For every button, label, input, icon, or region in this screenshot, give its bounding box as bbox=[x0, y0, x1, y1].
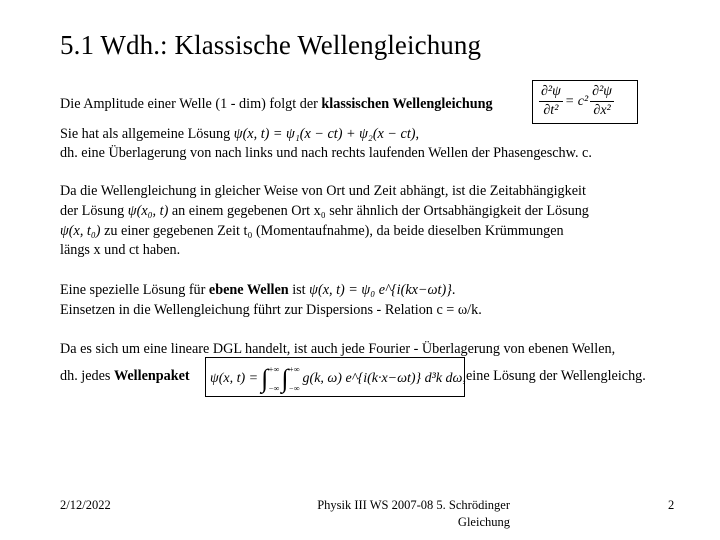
para1-line1-bold: klassischen Wellengleichung bbox=[321, 96, 493, 112]
plane-wave-formula: ψ(x, t) = ψ₀ e^{i(kx−ωt)} bbox=[309, 282, 452, 298]
para2-line2-a: der Lösung bbox=[60, 203, 128, 219]
footer-center bbox=[250, 497, 510, 531]
wave-equation-box bbox=[532, 80, 638, 124]
wavepacket-integral-box bbox=[205, 357, 465, 397]
para2-line2-b: an einem gegebenen Ort x₀ sehr ähnlich der Ortsabhängigkeit der Lösung bbox=[168, 203, 589, 219]
general-solution-formula: ψ(x, t) = ψ₁(x − ct) + ψ₂(x − ct), bbox=[233, 126, 420, 142]
para2-line2-math: ψ(x₀, t) bbox=[127, 203, 169, 219]
integral-upper-1: +∞ bbox=[268, 365, 280, 374]
slide-title: 5.1 Wdh.: Klassische Wellengleichung bbox=[60, 30, 482, 60]
para4-line2-a: dh. jedes bbox=[60, 368, 114, 384]
para1-line1 bbox=[60, 94, 493, 114]
para1-line2 bbox=[60, 124, 419, 144]
wave-eq-left-num: ∂²ψ bbox=[539, 83, 563, 102]
wave-eq-left-den: ∂t² bbox=[543, 103, 559, 118]
footer-date: 2/12/2022 bbox=[60, 498, 111, 512]
wave-eq-right-fraction bbox=[590, 83, 614, 120]
para1-line2-text: Sie hat als allgemeine Lösung bbox=[60, 126, 234, 142]
double-integral: ∫ +∞ −∞ ∫ +∞ −∞ bbox=[261, 364, 300, 393]
para3-line1-bold: ebene Wellen bbox=[208, 282, 289, 298]
para3-line1-a: Eine spezielle Lösung für bbox=[60, 282, 209, 298]
footer-center-line1: Physik III WS 2007-08 5. Schrödinger bbox=[317, 498, 510, 512]
para2-line3-math: ψ(x, t₀) bbox=[60, 223, 101, 239]
integral-lower-1: −∞ bbox=[268, 384, 280, 393]
para2-line3-b: zu einer gegebenen Zeit t₀ (Momentaufnahme), da beide dieselben Krümmungen bbox=[100, 223, 564, 239]
para4-line2-end: eine Lösung der Wellengleichg. bbox=[466, 368, 646, 384]
para2-line3 bbox=[60, 221, 564, 241]
wave-eq-right-den: ∂x² bbox=[593, 103, 611, 118]
wave-eq-right-num: ∂²ψ bbox=[590, 83, 614, 102]
para1-line1-lead: Die Amplitude einer Welle (1 - dim) folgt der bbox=[60, 96, 322, 112]
footer-page-number: 2 bbox=[668, 498, 675, 512]
para3-line1-end: . bbox=[451, 282, 456, 298]
integral-lower-2: −∞ bbox=[288, 384, 300, 393]
wave-eq-equals: = c² bbox=[564, 93, 589, 109]
para3-line1 bbox=[60, 280, 455, 300]
para4-line1: Da es sich um eine lineare DGL handelt, ist auch jede Fourier - Überlagerung von ebenen Wellen, bbox=[60, 341, 616, 357]
para3-line1-b: ist bbox=[288, 282, 310, 298]
integral-body: g(k, ω) e^{i(k·x−ωt)} d³k dω, bbox=[302, 371, 466, 386]
para2-line1: Da die Wellengleichung in gleicher Weise von Ort und Zeit abhängt, ist die Zeitabhängigkeit bbox=[60, 183, 586, 199]
integral-upper-2: +∞ bbox=[288, 365, 300, 374]
para2-line2 bbox=[60, 201, 589, 221]
integral-lhs: ψ(x, t) = bbox=[210, 371, 259, 386]
para1-line3: dh. eine Überlagerung von nach links und nach rechts laufenden Wellen der Phasengeschw. c. bbox=[60, 145, 592, 161]
wave-eq-left-fraction bbox=[539, 83, 563, 120]
footer-center-line2: Gleichung bbox=[457, 515, 510, 529]
para3-line2: Einsetzen in die Wellengleichung führt zur Dispersions - Relation c = ω/k. bbox=[60, 302, 482, 318]
para4-line2-bold: Wellenpaket bbox=[113, 368, 190, 384]
para4-line2-lead bbox=[60, 366, 190, 386]
para2-line4: längs x und ct haben. bbox=[60, 242, 181, 258]
